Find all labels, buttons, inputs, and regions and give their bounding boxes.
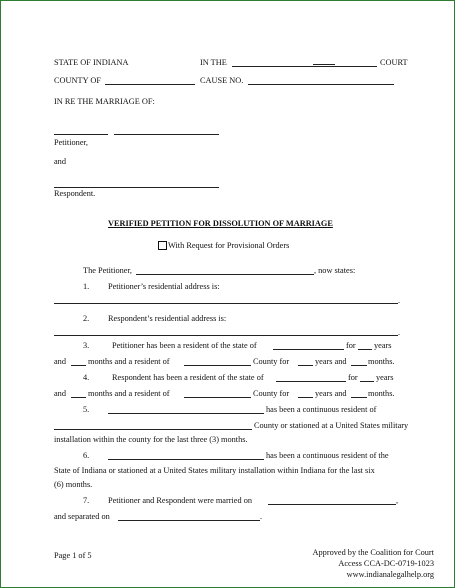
item-3-text-c: months and a resident of xyxy=(88,357,170,366)
item-5-text-a: has been a continuous resident of xyxy=(266,405,377,414)
item-7-text-b: and separated on xyxy=(54,512,110,521)
intro-tail: , now states: xyxy=(314,266,356,275)
cause-no-label: CAUSE NO. xyxy=(200,76,244,85)
respondent-state-years-field[interactable] xyxy=(360,381,374,382)
item-4-and: and xyxy=(54,389,66,398)
provisional-orders-label: With Request for Provisional Orders xyxy=(168,241,290,250)
respondent-label: Respondent. xyxy=(54,189,96,198)
state-label: STATE OF INDIANA xyxy=(54,58,129,67)
access-code: Access CCA-DC-0719-1023 xyxy=(338,559,434,568)
separation-date-field[interactable] xyxy=(118,520,260,521)
item-3-text-a: Petitioner has been a resident of the state of xyxy=(112,341,257,350)
petitioner-county-years-field[interactable] xyxy=(298,365,313,366)
item-6-text-c: (6) months. xyxy=(54,480,93,489)
item-4-number: 4. xyxy=(83,373,90,382)
petitioner-state-months-field[interactable] xyxy=(71,365,86,366)
petitioner-name-field[interactable] xyxy=(136,274,314,275)
page-number: Page 1 of 5 xyxy=(54,551,92,560)
footer-url[interactable]: www.indianalegalhelp.org xyxy=(346,570,434,579)
marriage-date-field[interactable] xyxy=(268,504,396,505)
petitioner-county-months-field[interactable] xyxy=(351,365,367,366)
petitioner-first-name-field[interactable] xyxy=(54,134,108,135)
item-3-and: and xyxy=(54,357,66,366)
item-7-period: . xyxy=(260,512,263,521)
item-7-comma: , xyxy=(396,496,399,505)
respondent-county-months-field[interactable] xyxy=(351,397,367,398)
item-1-number: 1. xyxy=(83,282,90,291)
intro-lead: The Petitioner, xyxy=(83,266,132,275)
petitioner-last-name-field[interactable] xyxy=(114,134,219,135)
item-3-text-d: County for xyxy=(253,357,290,366)
respondent-state-months-field[interactable] xyxy=(71,397,86,398)
item-6-number: 6. xyxy=(83,451,90,460)
county-of-label: COUNTY OF xyxy=(54,76,101,85)
item-3-months: months. xyxy=(368,357,395,366)
approval-line: Approved by the Coalition for Court xyxy=(312,548,434,557)
item-1-text: Petitioner’s residential address is: xyxy=(108,282,220,291)
item-4-text-e: years and xyxy=(315,389,347,398)
respondent-county-field[interactable] xyxy=(184,397,251,398)
item-2-text: Respondent’s residential address is: xyxy=(108,314,227,323)
item-7-text-a: Petitioner and Respondent were married on xyxy=(108,496,253,505)
item-5-county-field[interactable] xyxy=(54,429,252,430)
in-re-label: IN RE THE MARRIAGE OF: xyxy=(54,97,155,106)
item-3-for: for xyxy=(346,341,356,350)
respondent-name-field[interactable] xyxy=(54,187,219,188)
item-4-text-a: Respondent has been a resident of the state of xyxy=(112,373,264,382)
item-4-text-c: months and a resident of xyxy=(88,389,170,398)
court-name-field[interactable] xyxy=(232,66,377,67)
court-label: COURT xyxy=(380,58,408,67)
item-2-number: 2. xyxy=(83,314,90,323)
item-4-months: months. xyxy=(368,389,395,398)
petitioner-county-field[interactable] xyxy=(184,365,251,366)
item-5-text-c: installation within the county for the last three (3) months. xyxy=(54,435,248,444)
item-5-number: 5. xyxy=(83,405,90,414)
item-5-text-b: County or stationed at a United States military xyxy=(254,421,409,430)
item-3-years: years xyxy=(374,341,392,350)
respondent-address-field[interactable] xyxy=(54,335,398,336)
county-field[interactable] xyxy=(105,84,195,85)
item-6-text-a: has been a continuous resident of the xyxy=(266,451,389,460)
cause-no-field[interactable] xyxy=(248,84,394,85)
item-3-number: 3. xyxy=(83,341,90,350)
court-name-mark xyxy=(313,64,335,65)
item-5-party-field[interactable] xyxy=(108,413,264,414)
in-the-label: IN THE xyxy=(200,58,227,67)
item-4-for: for xyxy=(348,373,358,382)
item-1-period: . xyxy=(398,296,401,305)
petitioner-label: Petitioner, xyxy=(54,138,89,147)
item-4-text-d: County for xyxy=(253,389,290,398)
item-3-text-e: years and xyxy=(315,357,347,366)
respondent-county-years-field[interactable] xyxy=(298,397,313,398)
petitioner-address-field[interactable] xyxy=(54,303,398,304)
petitioner-state-years-field[interactable] xyxy=(358,349,372,350)
document-title: VERIFIED PETITION FOR DISSOLUTION OF MARRIAGE xyxy=(108,219,333,228)
item-2-period: . xyxy=(398,328,401,337)
item-6-party-field[interactable] xyxy=(108,459,264,460)
and-label: and xyxy=(54,157,66,166)
item-4-years: years xyxy=(376,373,394,382)
respondent-state-field[interactable] xyxy=(276,381,346,382)
provisional-orders-checkbox[interactable] xyxy=(158,241,167,250)
item-6-text-b: State of Indiana or stationed at a United States military installation within Indiana for the last six xyxy=(54,466,375,475)
item-7-number: 7. xyxy=(83,496,90,505)
petitioner-state-field[interactable] xyxy=(273,349,344,350)
